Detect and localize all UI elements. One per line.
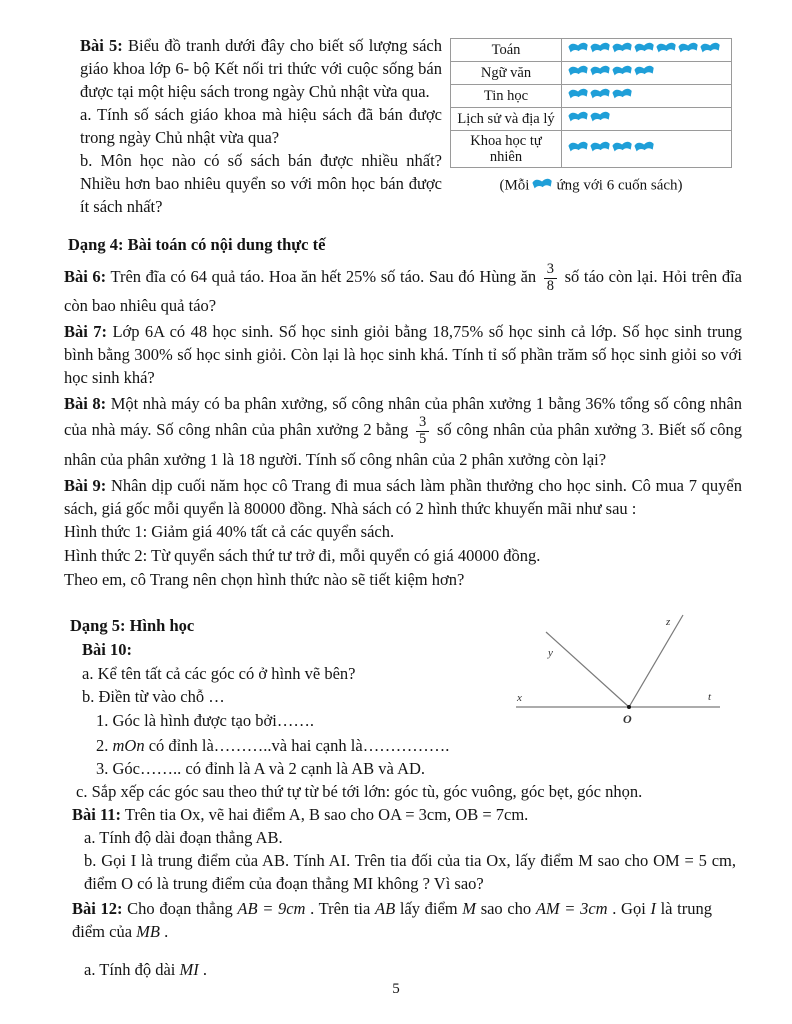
book-icon xyxy=(699,40,722,60)
book-icon xyxy=(589,63,612,83)
caption-book-icon-slot xyxy=(529,177,556,193)
section-heading-dang-4: Dạng 4: Bài toán có nội dung thực tế xyxy=(68,235,326,254)
page-number: 5 xyxy=(392,981,400,997)
exercise-9-option-1: Hình thức 1: Giảm giá 40% tất cả các quyển sách. xyxy=(64,521,395,541)
label-ray-t: t xyxy=(708,691,712,703)
exercise-5-section xyxy=(64,34,742,218)
exercise-5-question-b: b. Môn học nào có số sách bán được nhiều nhất? Nhiều hơn bao nhiêu quyển so với môn học bán được ít sách nhất? xyxy=(80,151,442,216)
exercise-9-question: Theo em, cô Trang nên chọn hình thức nào sẽ tiết kiệm hơn? xyxy=(64,569,465,589)
book-icon xyxy=(567,109,590,129)
exercise-11-statement: Bài 11: Trên tia Ox, vẽ hai điểm A, B sao cho OA = 3cm, OB = 7cm. xyxy=(72,804,529,824)
subject-label: Khoa học tự nhiên xyxy=(451,131,562,168)
fraction: $\frac{3}{5}$ xyxy=(416,415,429,447)
exercise-6-statement: Bài 6: Trên đĩa có 64 quả táo. Hoa ăn hết 25% số táo. Sau đó Hùng ăn $\frac{3}{8}$ số táo còn lại. Hỏi trên đĩa còn bao nhiêu quả táo? xyxy=(64,261,742,316)
book-icon xyxy=(589,109,612,129)
pictograph-row xyxy=(451,108,732,131)
book-icons-cell xyxy=(562,39,732,62)
book-icon xyxy=(589,40,612,60)
exercise-5-text-column xyxy=(64,34,442,218)
exercise-10-item-3: 3. Góc…….. có đỉnh là A và 2 cạnh là AB và AD. xyxy=(96,758,426,778)
book-icon xyxy=(611,139,634,159)
book-icons-cell xyxy=(562,131,732,168)
book-icon xyxy=(589,139,612,159)
exercise-10-item-2: 2. mOn có đỉnh là………..và hai cạnh là……………. xyxy=(96,735,450,755)
exercise-9-statement: Bài 9: Nhân dịp cuối năm học cô Trang đi mua sách làm phần thưởng cho học sinh. Cô mua 7 quyển sách, giá gốc mỗi quyển là 80000 đồng. Nhà sách có 2 hình thức khuyến mãi như sau : xyxy=(64,475,742,518)
book-icon xyxy=(633,63,656,83)
book-icon xyxy=(677,40,700,60)
ray-oz xyxy=(629,615,683,707)
book-icon xyxy=(611,63,634,83)
exercise-12-question-a: a. Tính độ dài MI . xyxy=(84,959,207,979)
book-icon xyxy=(633,139,656,159)
exercise-8-statement: Bài 8: Một nhà máy có ba phân xưởng, số công nhân của phân xưởng 1 bằng 36% tổng số công nhân của nhà máy. Số công nhân của phân xưởng 2 bằng $\frac{3}{5}$ số công nhân của phân xưởng 3. Biết số công nhân của phân xưởng 1 là 18 người. Tính số công nhân của 2 phân xưởng còn lại? xyxy=(64,394,742,469)
book-icons-cell xyxy=(562,108,732,131)
pictograph-panel xyxy=(450,38,732,195)
subject-label: Lịch sử và địa lý xyxy=(451,108,562,131)
vertex-o-dot xyxy=(627,705,631,709)
pictograph-row xyxy=(451,85,732,108)
label-vertex-o: O xyxy=(623,712,632,726)
label-ray-y: y xyxy=(548,647,553,659)
label-ray-x: x xyxy=(517,692,522,704)
ray-oy xyxy=(546,632,629,707)
label-ray-z: z xyxy=(666,616,671,628)
book-icon xyxy=(633,40,656,60)
book-icon xyxy=(611,86,634,106)
exercise-12-statement: Bài 12: Cho đoạn thẳng AB = 9cm . Trên tia AB lấy điểm M sao cho AM = 3cm . Gọi I là trung điểm của MB . xyxy=(72,898,712,941)
pictograph-row xyxy=(451,131,732,168)
section-heading-dang-5: Dạng 5: Hình học xyxy=(70,615,195,635)
pictograph-table xyxy=(450,38,732,168)
subject-label: Tin học xyxy=(451,85,562,108)
book-icons-cell xyxy=(562,62,732,85)
exercise-10-heading: Bài 10: xyxy=(82,639,132,659)
book-icon xyxy=(567,86,590,106)
exercise-7-statement: Bài 7: Lớp 6A có 48 học sinh. Số học sinh giỏi bằng 18,75% số học sinh cả lớp. Số học sinh trung bình bằng 300% số học sinh giỏi. Còn lại là học sinh khá. Tính tỉ số phần trăm số học sinh giỏi so với học sinh khá? xyxy=(64,322,742,388)
caption-suffix: ứng với 6 cuốn sách) xyxy=(556,177,683,194)
exercise-10-question-c: c. Sắp xếp các góc sau theo thứ tự từ bé tới lớn: góc tù, góc vuông, góc bẹt, góc nhọn. xyxy=(76,781,643,801)
caption-prefix: (Mỗi xyxy=(499,177,530,194)
exercise-5-statement: Bài 5: Biểu đồ tranh dưới đây cho biết số lượng sách giáo khoa lớp 6- bộ Kết nối tri thức với cuộc sống bán được tại một hiệu sách trong ngày Chủ nhật vừa qua. xyxy=(80,36,442,101)
exercise-11-question-a: a. Tính độ dài đoạn thẳng AB. xyxy=(84,827,283,847)
exercise-10-item-1: 1. Góc là hình được tạo bởi……. xyxy=(96,710,314,730)
book-icon xyxy=(567,139,590,159)
subject-label: Ngữ văn xyxy=(451,62,562,85)
exercise-9-option-2: Hình thức 2: Từ quyển sách thứ tư trở đi, mỗi quyển có giá 40000 đồng. xyxy=(64,545,541,565)
fraction: $\frac{3}{8}$ xyxy=(544,262,557,294)
pictograph-row xyxy=(451,39,732,62)
exercise-10-question-b: b. Điền từ vào chỗ … xyxy=(82,686,225,706)
book-icon xyxy=(532,176,555,196)
book-icon xyxy=(655,40,678,60)
book-icon xyxy=(567,63,590,83)
exercise-11-question-b: b. Gọi I là trung điểm của AB. Tính AI. Trên tia đối của tia Ox, lấy điểm M sao cho OM = 5 cm, điểm O có là trung điểm của đoạn thẳng MI không ? Vì sao? xyxy=(84,850,736,893)
subject-label: Toán xyxy=(451,39,562,62)
exercise-10-question-a: a. Kể tên tất cả các góc có ở hình vẽ bên? xyxy=(82,663,356,683)
angles-figure xyxy=(486,604,792,746)
book-icon xyxy=(611,40,634,60)
book-icons-cell xyxy=(562,85,732,108)
book-icon xyxy=(567,40,590,60)
pictograph-caption xyxy=(450,177,732,195)
exercise-5-question-a: a. Tính số sách giáo khoa mà hiệu sách đã bán được trong ngày Chủ nhật vừa qua? xyxy=(80,105,442,147)
pictograph-row xyxy=(451,62,732,85)
book-icon xyxy=(589,86,612,106)
